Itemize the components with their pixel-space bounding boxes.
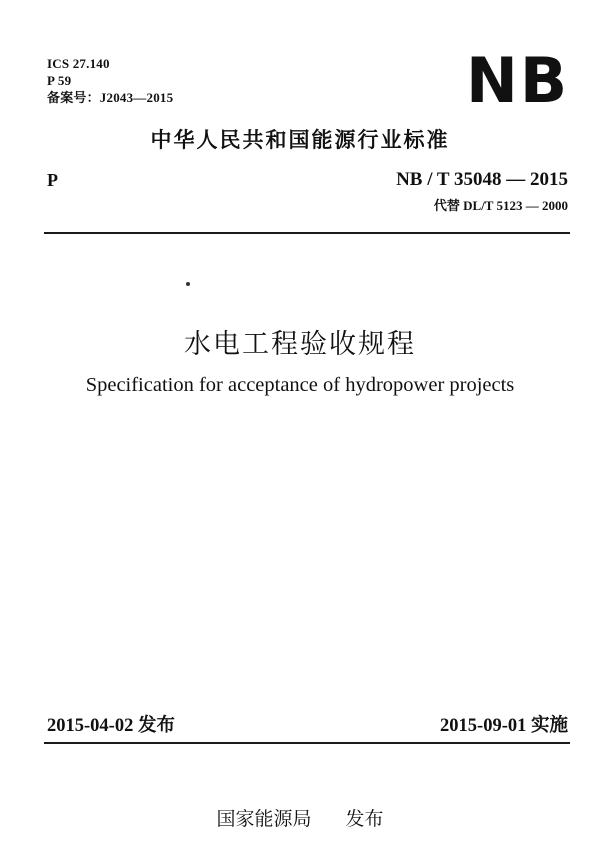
bottom-divider — [44, 742, 570, 744]
scan-mark — [186, 282, 190, 286]
issue-label: 发布 — [137, 715, 175, 736]
standard-number: NB / T 35048 — 2015 — [396, 169, 568, 190]
top-divider — [44, 232, 570, 234]
implement-date-line — [440, 711, 568, 737]
title-chinese: 水电工程验收规程 — [184, 329, 416, 360]
publisher-name: 国家能源局 — [216, 808, 312, 830]
category-letter: P — [47, 170, 58, 190]
filing-number: 备案号：J2043—2015 — [47, 90, 174, 105]
implement-date: 2015-09-01 — [440, 716, 527, 736]
replaces-standard: 代替 DL/T 5123 — 2000 — [433, 198, 568, 213]
issue-date: 2015-04-02 — [47, 716, 134, 736]
issue-date-line — [47, 711, 175, 737]
implement-label: 实施 — [530, 715, 568, 736]
title-english: Specification for acceptance of hydropower projects — [85, 374, 515, 396]
nb-logo: NB — [466, 44, 570, 117]
publisher-line — [0, 804, 600, 831]
standard-type-heading: 中华人民共和国能源行业标准 — [150, 128, 450, 152]
ccs-code: P 59 — [47, 73, 72, 88]
ics-code: ICS 27.140 — [47, 56, 110, 71]
publisher-action: 发布 — [345, 808, 384, 830]
